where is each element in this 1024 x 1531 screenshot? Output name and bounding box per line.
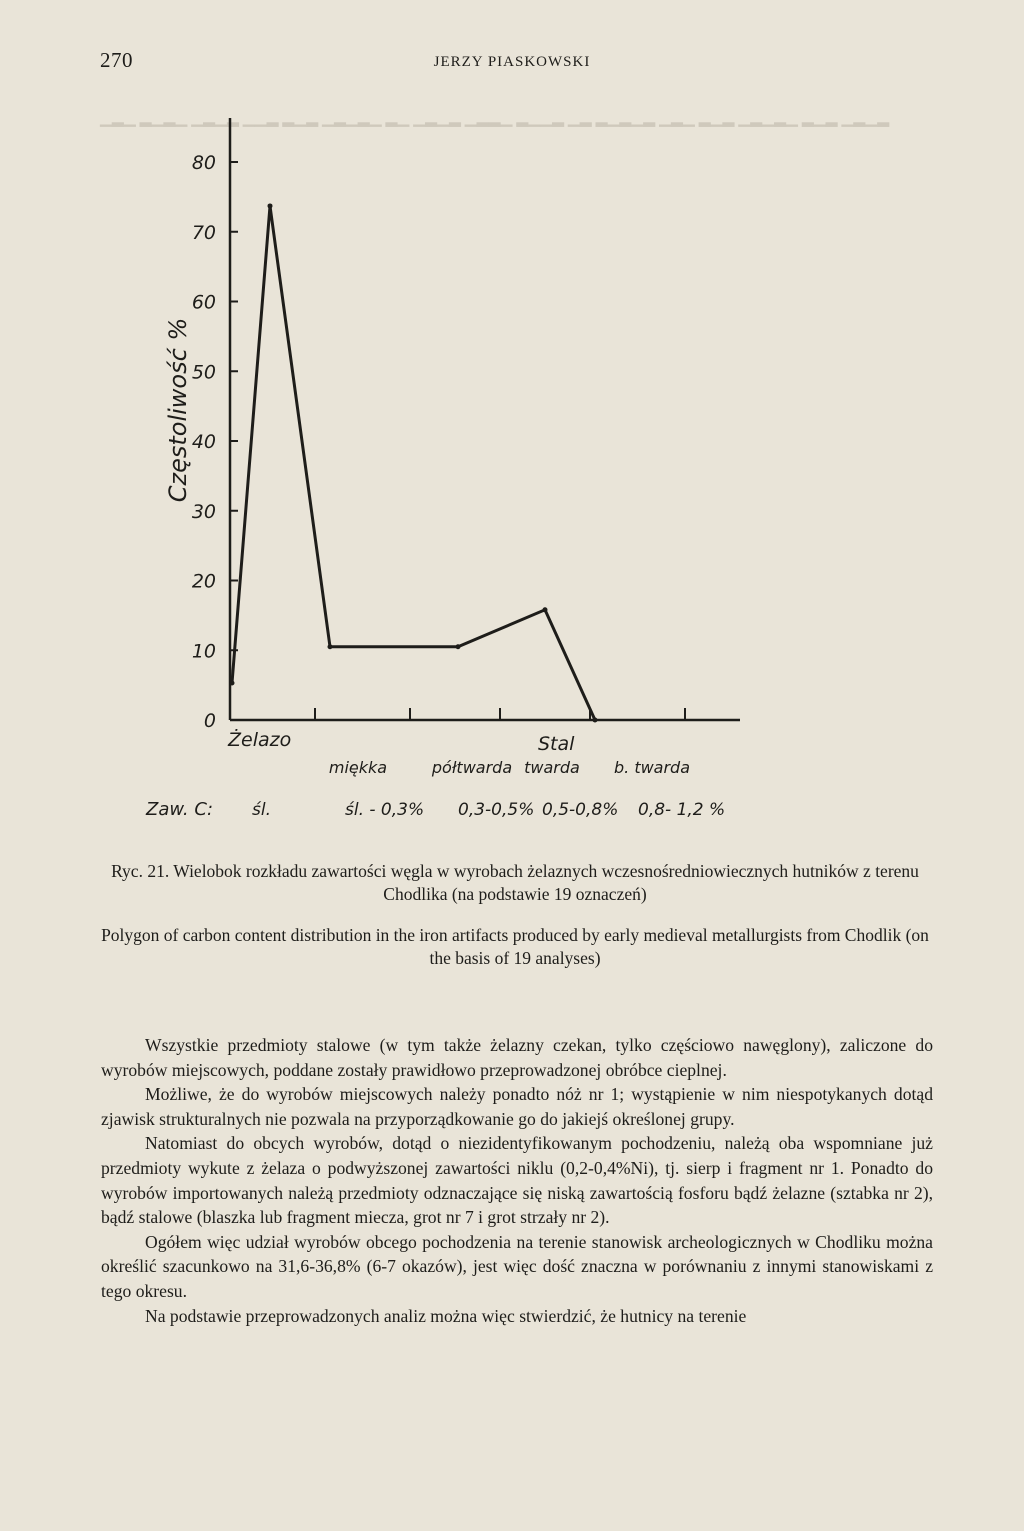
y-tick-label: 40 — [191, 431, 216, 453]
running-head: JERZY PIASKOWSKI — [433, 54, 591, 70]
category-label: półtwarda — [431, 758, 513, 777]
category-label: miękka — [328, 758, 388, 777]
chart-categories — [329, 758, 690, 777]
figure-caption-polish — [98, 860, 932, 906]
chart-ticks — [192, 152, 685, 732]
group-label-iron: Żelazo — [228, 729, 292, 751]
data-point — [593, 718, 598, 723]
paragraph: Natomiast do obcych wyrobów, dotąd o niezidentyfikowanym pochodzeniu, należą oba wspomniane już przedmioty wykute z żelaza o podwyższonej zawartości niklu (0,2-0,4%Ni), tj. sierp i fragment nr 1. Ponadto do wyrobów importowanych należą przedmioty odznaczające się niską zawartością fosforu bądź żelazne (sztabka nr 2), bądź stalowe (blaszka lub fragment miecza, grot nr 7 i grot strzały nr 2). — [101, 1133, 933, 1228]
chart-series — [230, 203, 598, 722]
data-point — [543, 607, 548, 612]
y-tick-label: 70 — [191, 221, 216, 244]
caption-pl-text: Ryc. 21. Wielobok rozkładu zawartości węgla w wyrobach żelaznych wczesnośredniowiecznych hutników z terenu Chodlika (na podstawie 19 oznaczeń) — [111, 861, 919, 904]
carbon-ranges — [252, 800, 725, 820]
y-tick-label: 0 — [203, 710, 216, 732]
body-text — [101, 1033, 933, 1328]
page-number: 270 — [100, 48, 133, 72]
data-point — [230, 681, 235, 686]
y-tick-label: 80 — [191, 152, 216, 174]
paragraph: Wszystkie przedmioty stalowe (w tym także żelazny czekan, tylko częściowo nawęglony), zaliczone do wyrobów miejscowych, poddane zostały prawidłowo przeprowadzonej obróbce cieplnej. — [101, 1035, 933, 1080]
y-tick-label: 60 — [191, 291, 216, 314]
paragraph: Na podstawie przeprowadzonych analiz można więc stwierdzić, że hutnicy na terenie — [145, 1305, 747, 1326]
y-tick-label: 50 — [191, 361, 216, 384]
carbon-range-label: śl. — [252, 800, 271, 820]
chart-ylabel: Częstoliwość % — [164, 317, 192, 503]
data-point — [268, 203, 273, 208]
caption-en-text: Polygon of carbon content distribution in the iron artifacts produced by early medieval metallurgists from Chodlik (on the basis of 19 analyses) — [101, 925, 929, 968]
y-tick-label: 10 — [191, 640, 216, 663]
data-point — [456, 644, 461, 649]
figure-caption-english — [98, 924, 932, 970]
carbon-label: Zaw. C: — [146, 799, 214, 820]
group-label-steel: Stal — [538, 733, 575, 755]
data-point — [328, 644, 333, 649]
paragraph: Możliwe, że do wyrobów miejscowych należy ponadto nóż nr 1; wystąpienie w nim niespotykanych dotąd zjawisk strukturalnych nie pozwala na przyporządkowanie go do jakiejś określonej grupy. — [101, 1084, 933, 1129]
category-label: twarda — [524, 758, 580, 777]
category-label: b. twarda — [613, 758, 691, 777]
carbon-range-label: 0,5-0,8% — [542, 800, 619, 820]
carbon-range-label: 0,8- 1,2 % — [638, 800, 726, 820]
series-line — [232, 206, 595, 720]
y-tick-label: 30 — [191, 500, 216, 523]
y-tick-label: 20 — [191, 570, 216, 593]
carbon-range-label: 0,3-0,5% — [458, 800, 535, 820]
carbon-distribution-chart — [140, 110, 780, 830]
carbon-range-label: śl. - 0,3% — [345, 800, 425, 820]
bleed-through-texture: ▁▂▁ ▂▁▂▁ ▁▂▁▂ ▁▁▂ ▂▁▂ ▁▂▁▂▁ ▂▁ ▁▂▁▂ ▁▂▂▁ ▂▁▁▂ ▁▂ ▂▁▂▁▂ ▁▂▁ ▂▁▂ ▁▂▁▂▁ ▂▁▂ ▁▂▁▂ — [100, 110, 890, 127]
paragraph: Ogółem więc udział wyrobów obcego pochodzenia na terenie stanowisk archeologicznych w Chodliku można określić szacunkowo na 31,6-36,8% (6-7 okazów), jest więc dość znaczna w porównaniu z innymi stanowiskami z tego okresu. — [101, 1231, 933, 1301]
chart-axes — [230, 118, 740, 720]
